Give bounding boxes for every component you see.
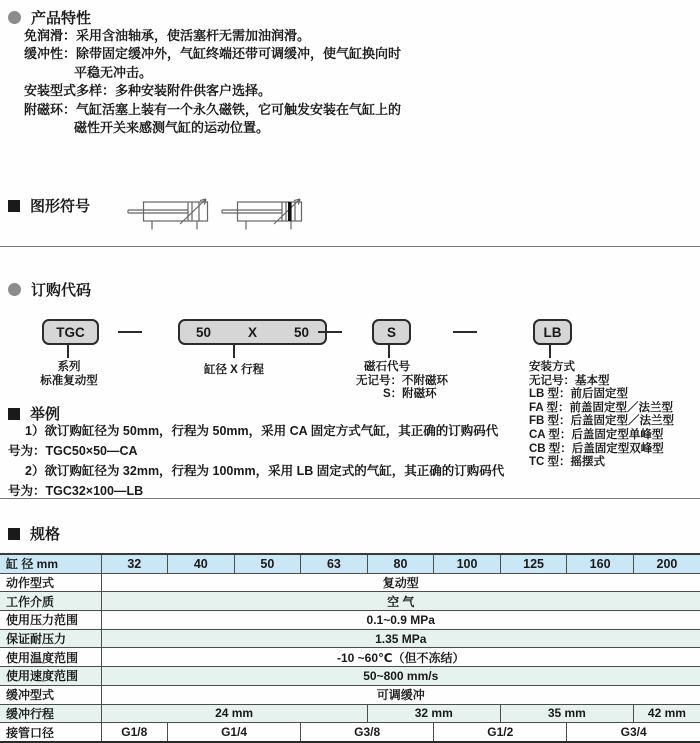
example-line: 号为：TGC50×50—CA bbox=[8, 444, 138, 458]
spec-cell: -10 ~60℃（但不冻结） bbox=[101, 648, 700, 667]
example-line: 1）欲订购缸径为 50mm，行程为 50mm，采用 CA 固定方式气缸，其正确的订购码代 bbox=[25, 424, 499, 438]
code-box-magnet: S bbox=[372, 319, 411, 345]
table-row-proof-pressure bbox=[0, 629, 700, 648]
series-label: 系列 标准复动型 bbox=[40, 361, 98, 387]
row-label: 缓冲行程 bbox=[0, 704, 101, 723]
code-separator bbox=[453, 331, 477, 333]
code-box-mount: LB bbox=[533, 319, 572, 345]
cylinder-symbol-standard-icon bbox=[126, 197, 212, 233]
section-title: 图形符号 bbox=[30, 198, 91, 215]
row-label: 缸 径 mm bbox=[0, 554, 101, 573]
code-box-series: TGC bbox=[42, 319, 99, 345]
spec-cell: G1/4 bbox=[168, 723, 301, 742]
divider-line bbox=[0, 498, 700, 499]
feature-line: 缓冲性：除带固定缓冲外，气缸终端还带可调缓冲，使气缸换向时 bbox=[24, 46, 402, 62]
spec-cell: 空 气 bbox=[101, 592, 700, 611]
row-label: 使用压力范围 bbox=[0, 611, 101, 630]
spec-cell: G1/8 bbox=[101, 723, 168, 742]
spec-cell: 0.1~0.9 MPa bbox=[101, 611, 700, 630]
spec-cell: 40 bbox=[168, 554, 235, 573]
code-separator bbox=[118, 331, 142, 333]
square-bullet-icon bbox=[8, 200, 20, 212]
section-title: 举例 bbox=[30, 406, 61, 423]
spec-cell: 50~800 mm/s bbox=[101, 667, 700, 686]
features-section-title bbox=[8, 7, 91, 28]
row-label: 使用温度范围 bbox=[0, 648, 101, 667]
ordering-section-title bbox=[8, 279, 91, 300]
connector-line bbox=[233, 345, 235, 358]
code-box-bore-stroke bbox=[178, 319, 327, 345]
table-row-medium bbox=[0, 592, 700, 611]
features-text bbox=[24, 27, 401, 137]
spec-cell: G3/8 bbox=[301, 723, 434, 742]
mount-label: 安装方式 无记号：基本型 LB 型：前后固定型 FA 型：前盖固定型／法兰型 FB 型：后盖固定型／法兰型 CA 型：后盖固定型单峰型 CB 型：后盖固定型双峰型 TC 型：摇摆式 bbox=[529, 361, 675, 469]
connector-line bbox=[67, 345, 69, 358]
spec-cell: 50 bbox=[234, 554, 301, 573]
spec-cell: 42 mm bbox=[633, 704, 700, 723]
spec-cell: 32 mm bbox=[367, 704, 500, 723]
code-separator bbox=[318, 331, 342, 333]
row-label: 使用速度范围 bbox=[0, 667, 101, 686]
cylinder-symbol-magnetic-icon bbox=[220, 197, 306, 233]
table-row-speed-range bbox=[0, 667, 700, 686]
spec-cell: 可调缓冲 bbox=[101, 685, 700, 704]
bore-value: 50 bbox=[196, 324, 212, 340]
feature-line: 磁性开关来感测气缸的运动位置。 bbox=[74, 120, 270, 136]
row-label: 动作型式 bbox=[0, 573, 101, 592]
bore-stroke-label: 缸径 X 行程 bbox=[203, 364, 265, 376]
table-row-port-size bbox=[0, 723, 700, 742]
section-title: 产品特性 bbox=[31, 10, 92, 27]
row-label: 缓冲型式 bbox=[0, 685, 101, 704]
spec-cell: 63 bbox=[301, 554, 368, 573]
example-line: 号为：TGC32×100—LB bbox=[8, 484, 144, 498]
specs-section-title bbox=[8, 523, 60, 544]
symbols-section-title bbox=[8, 195, 90, 216]
circle-bullet-icon bbox=[8, 11, 21, 24]
spec-cell: 32 bbox=[101, 554, 168, 573]
square-bullet-icon bbox=[8, 528, 20, 540]
spec-cell: 80 bbox=[367, 554, 434, 573]
section-title: 规格 bbox=[30, 526, 61, 543]
feature-line: 平稳无冲击。 bbox=[74, 64, 153, 80]
connector-line bbox=[388, 345, 390, 358]
spec-cell: G1/2 bbox=[434, 723, 567, 742]
circle-bullet-icon bbox=[8, 283, 21, 296]
row-label: 接管口径 bbox=[0, 723, 101, 742]
row-label: 工作介质 bbox=[0, 592, 101, 611]
feature-line: 附磁环：气缸活塞上装有一个永久磁铁，它可触发安装在气缸上的 bbox=[24, 101, 402, 117]
spec-cell: 35 mm bbox=[500, 704, 633, 723]
square-bullet-icon bbox=[8, 408, 20, 420]
table-row-pressure-range bbox=[0, 611, 700, 630]
section-title: 订购代码 bbox=[31, 282, 92, 299]
spec-cell: 1.35 MPa bbox=[101, 629, 700, 648]
magnet-label: 磁石代号 无记号：不附磁环 S：附磁环 bbox=[356, 361, 448, 401]
connector-line bbox=[549, 345, 551, 358]
table-row-cushion-stroke bbox=[0, 704, 700, 723]
spec-cell: 100 bbox=[434, 554, 501, 573]
x-separator: X bbox=[247, 324, 257, 340]
table-row-action-type bbox=[0, 573, 700, 592]
feature-line: 免润滑：采用含油轴承，使活塞杆无需加油润滑。 bbox=[24, 28, 311, 43]
spec-cell: G3/4 bbox=[567, 723, 700, 742]
table-row-cushion-type bbox=[0, 685, 700, 704]
magnet-bar bbox=[288, 202, 292, 221]
divider-line bbox=[0, 246, 700, 247]
spec-cell: 125 bbox=[500, 554, 567, 573]
row-label: 保证耐压力 bbox=[0, 629, 101, 648]
table-row-temperature-range bbox=[0, 648, 700, 667]
spec-cell: 160 bbox=[567, 554, 634, 573]
spec-cell: 复动型 bbox=[101, 573, 700, 592]
feature-line: 安装型式多样：多种安装附件供客户选择。 bbox=[24, 83, 272, 99]
table-row-bore bbox=[0, 554, 700, 573]
example-line: 2）欲订购缸径为 32mm，行程为 100mm，采用 LB 固定式的气缸，其正确的订购码代 bbox=[25, 464, 505, 478]
spec-cell: 200 bbox=[633, 554, 700, 573]
stroke-value: 50 bbox=[293, 324, 309, 340]
spec-cell: 24 mm bbox=[101, 704, 367, 723]
spec-table bbox=[0, 553, 700, 743]
